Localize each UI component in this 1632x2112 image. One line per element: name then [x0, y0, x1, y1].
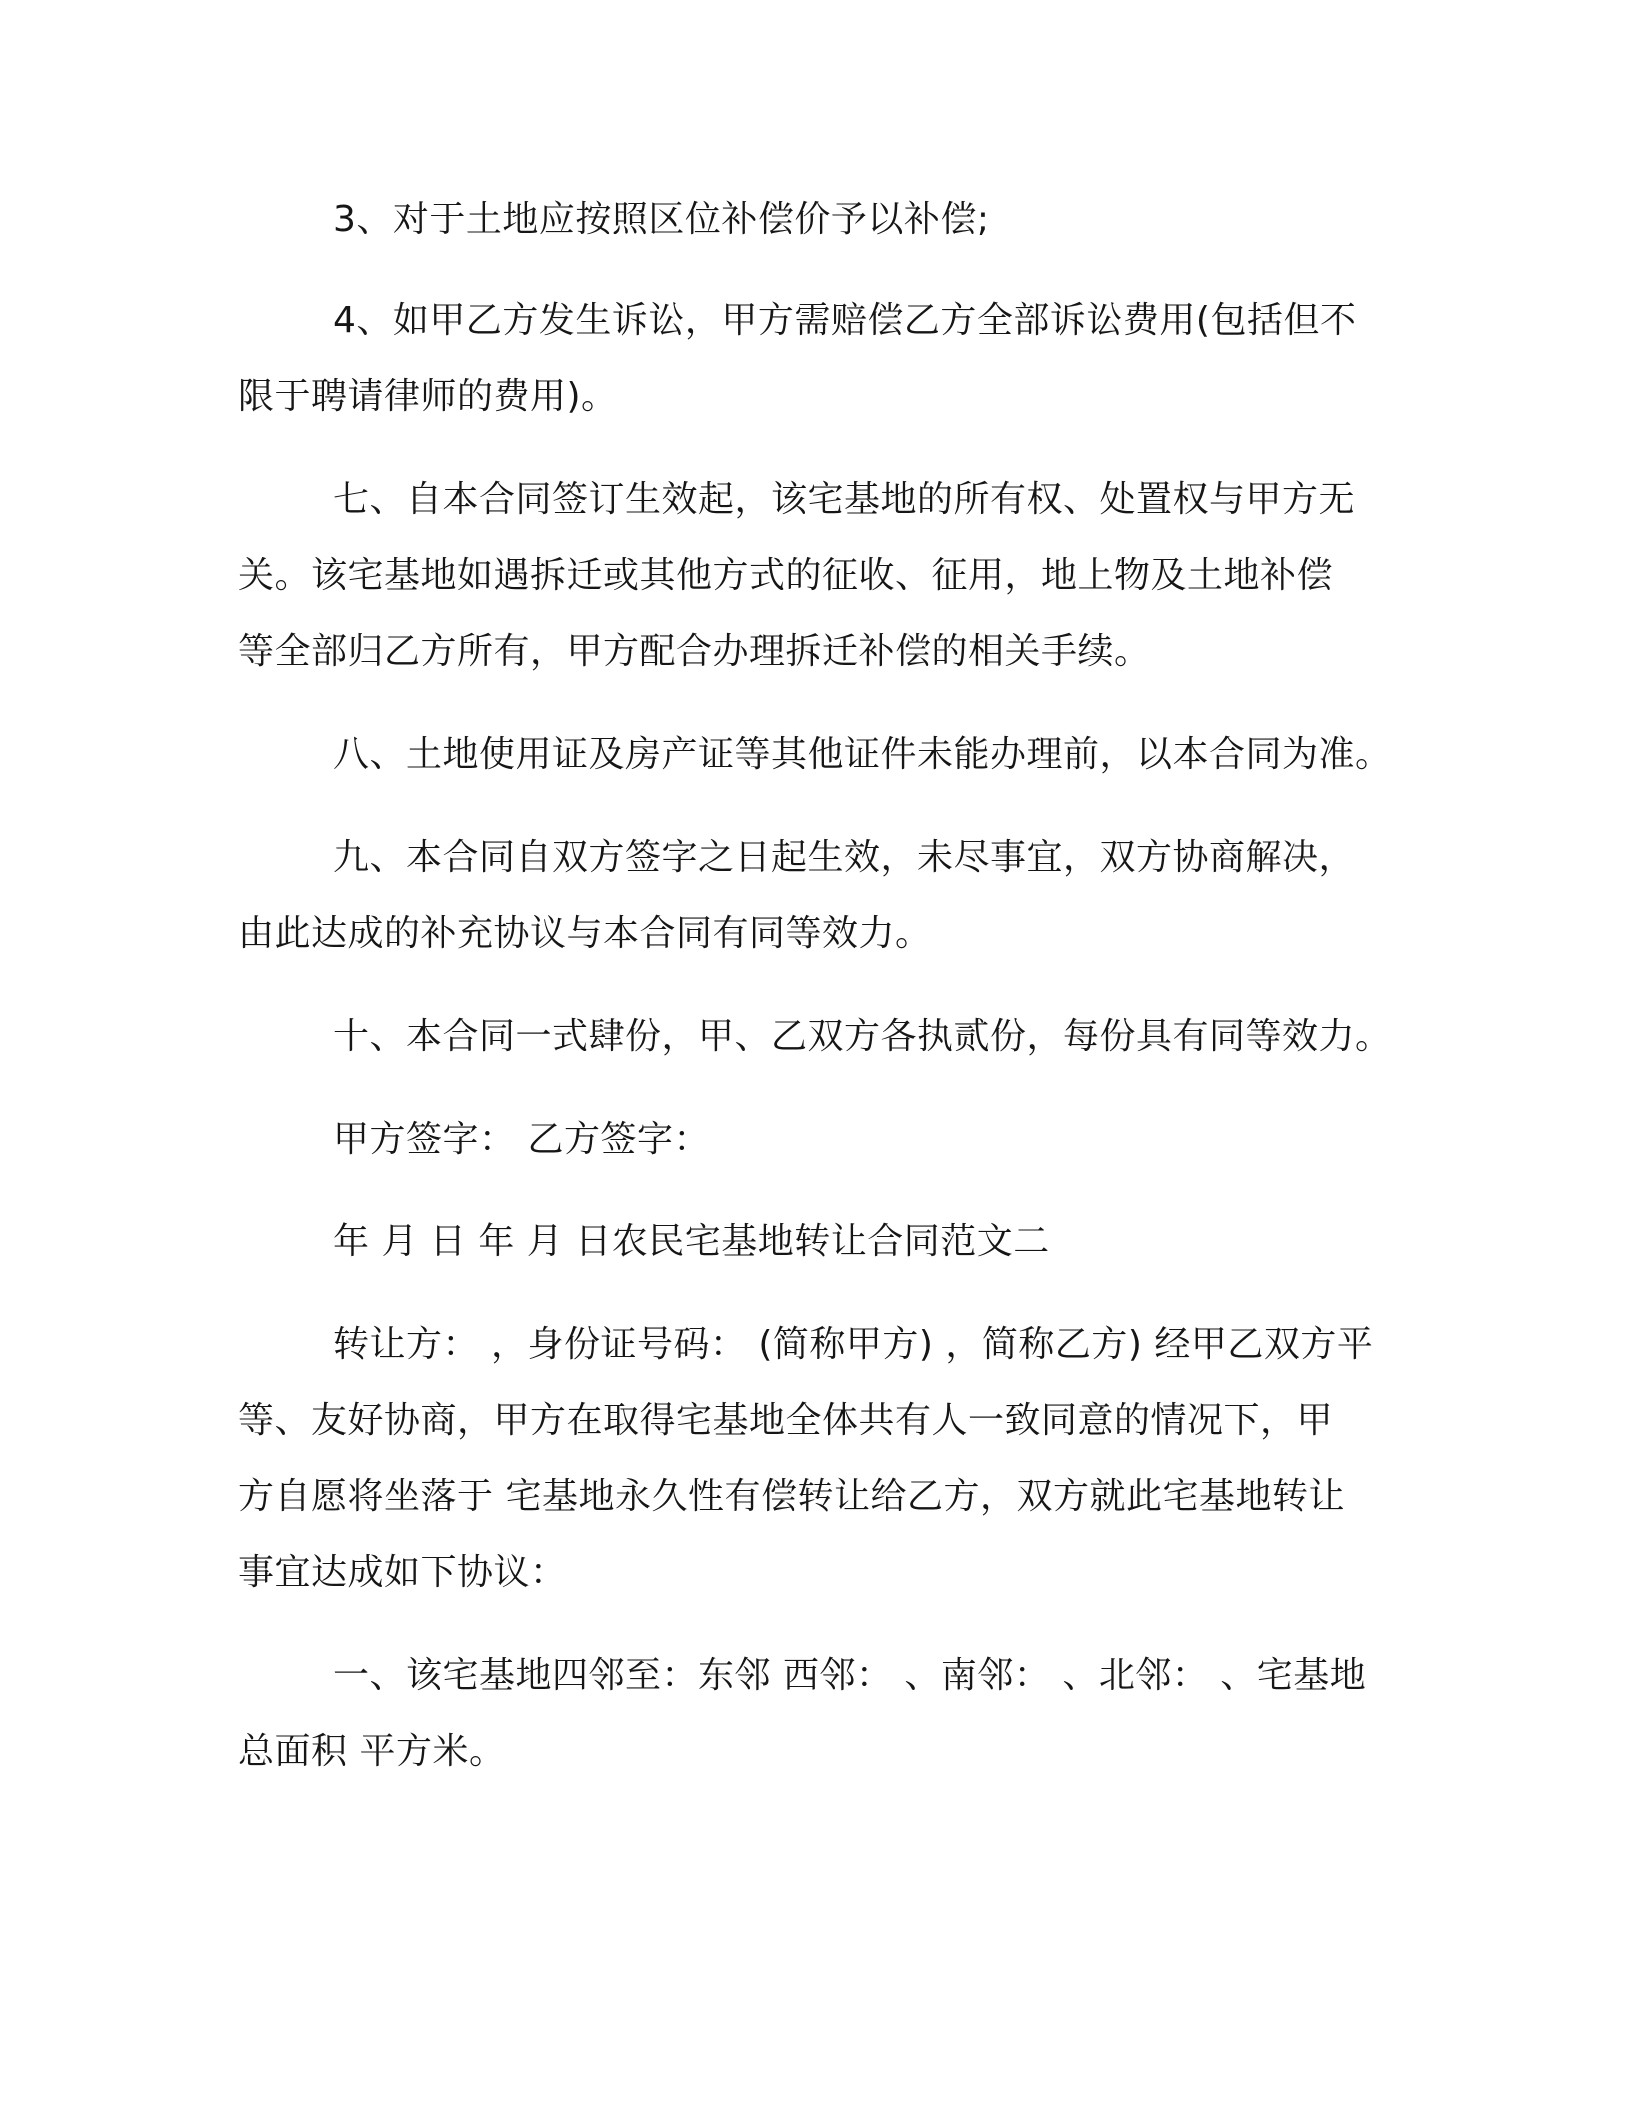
- parties-line-3: 方自愿将坐落于 宅基地永久性有偿转让给乙方，双方就此宅基地转让: [238, 1476, 1345, 1517]
- clause-4-line-2: 限于聘请律师的费用)。: [238, 376, 618, 417]
- parties-line-1: 转让方： ，身份证号码： (简称甲方) ，简称乙方) 经甲乙双方平: [333, 1324, 1374, 1365]
- clause-8-line: 八、土地使用证及房产证等其他证件未能办理前，以本合同为准。: [333, 734, 1392, 775]
- clause-9-line-1: 九、本合同自双方签字之日起生效，未尽事宜，双方协商解决，: [333, 837, 1356, 878]
- clause-9-line-2: 由此达成的补充协议与本合同有同等效力。: [238, 913, 932, 954]
- clause-4-line-1: 4、如甲乙方发生诉讼，甲方需赔偿乙方全部诉讼费用(包括但不: [333, 300, 1357, 341]
- clause-7-line-1: 七、自本合同签订生效起，该宅基地的所有权、处置权与甲方无: [333, 479, 1356, 520]
- signature-line: 甲方签字： 乙方签字：: [333, 1119, 710, 1160]
- clause-1-line-1: 一、该宅基地四邻至：东邻 西邻： 、南邻： 、北邻： 、宅基地: [333, 1655, 1367, 1696]
- date-and-title-line: 年 月 日 年 月 日农民宅基地转让合同范文二: [333, 1221, 1050, 1262]
- clause-7-line-3: 等全部归乙方所有，甲方配合办理拆迁补偿的相关手续。: [238, 631, 1151, 672]
- clause-1-line-2: 总面积 平方米。: [238, 1731, 506, 1772]
- clause-7-line-2: 关。该宅基地如遇拆迁或其他方式的征收、征用，地上物及土地补偿: [238, 555, 1334, 596]
- clause-10-line: 十、本合同一式肆份，甲、乙双方各执贰份，每份具有同等效力。: [333, 1016, 1392, 1057]
- clause-3-line: 3、对于土地应按照区位补偿价予以补偿;: [333, 199, 990, 240]
- parties-line-2: 等、友好协商，甲方在取得宅基地全体共有人一致同意的情况下，甲: [238, 1400, 1334, 1441]
- parties-line-4: 事宜达成如下协议：: [238, 1552, 567, 1593]
